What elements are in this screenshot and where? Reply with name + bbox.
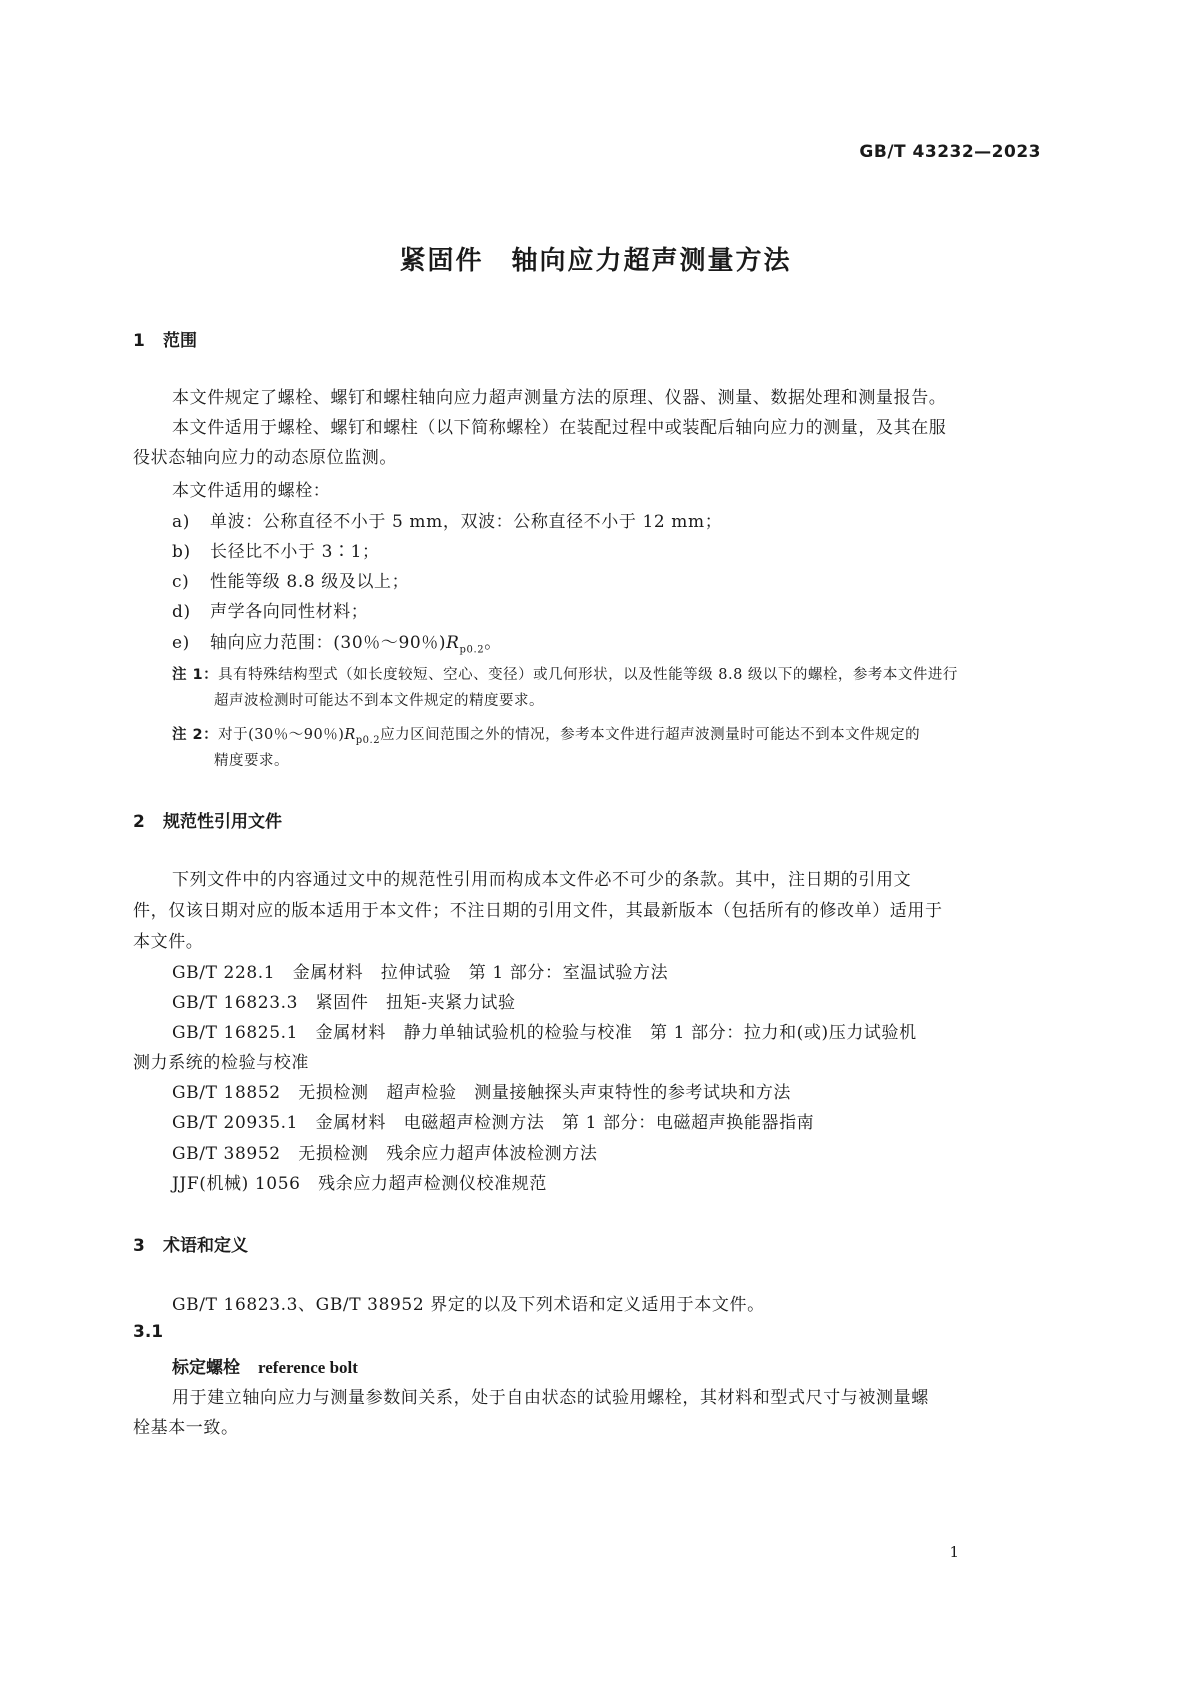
stress-subscript: p0.2 — [459, 644, 485, 656]
reference-item-continued: 测力系统的检验与校准 — [133, 1053, 309, 1073]
stress-symbol: R — [344, 727, 356, 743]
list-text: 性能等级 8.8 级及以上； — [210, 572, 410, 592]
term-chinese: 标定螺栓 — [172, 1358, 240, 1378]
section-number: 3 — [133, 1236, 145, 1256]
note-2-line2: 精度要求。 — [214, 753, 289, 769]
list-text: 声学各向同性材料； — [210, 602, 369, 622]
note-text: 对于(30％～90％) — [218, 727, 345, 743]
section-number: 2 — [133, 812, 145, 832]
definition-line: 用于建立轴向应力与测量参数间关系，处于自由状态的试验用螺栓，其材料和型式尺寸与被测量螺 — [172, 1388, 929, 1408]
term-english: reference bolt — [258, 1358, 358, 1377]
section-heading-terms — [133, 1231, 248, 1256]
note-text: 具有特殊结构型式（如长度较短、空心、变径）或几何形状，以及性能等级 8.8 级以下的螺栓，参考本文件进行 — [218, 667, 958, 683]
paragraph-line: 本文件适用于螺栓、螺钉和螺柱（以下简称螺栓）在装配过程中或装配后轴向应力的测量，及其在服 — [172, 418, 947, 438]
page-number: 1 — [949, 1543, 959, 1561]
list-item — [172, 507, 722, 532]
reference-item: GB/T 16823.3 紧固件 扭矩-夹紧力试验 — [172, 993, 516, 1013]
section-heading-scope — [133, 326, 197, 351]
note-label: 注 2： — [172, 727, 219, 743]
list-item — [172, 628, 502, 655]
note-1 — [172, 663, 958, 684]
list-text: 单波：公称直径不小于 5 mm，双波：公称直径不小于 12 mm； — [210, 512, 723, 532]
list-text: 轴向应力范围：(30％～90％) — [210, 633, 447, 653]
list-text: 长径比不小于 3∶1； — [210, 542, 380, 562]
stress-subscript: p0.2 — [355, 734, 381, 746]
standard-number: GB/T 43232—2023 — [859, 142, 1041, 162]
section-title: 术语和定义 — [163, 1236, 248, 1256]
note-1-line2: 超声波检测时可能达不到本文件规定的精度要求。 — [214, 693, 544, 709]
reference-item: GB/T 228.1 金属材料 拉伸试验 第 1 部分：室温试验方法 — [172, 963, 669, 983]
paragraph-line: 役状态轴向应力的动态原位监测。 — [133, 448, 397, 468]
paragraph: 本文件适用的螺栓： — [172, 481, 331, 501]
reference-item: GB/T 18852 无损检测 超声检验 测量接触探头声束特性的参考试块和方法 — [172, 1083, 792, 1103]
reference-item: GB/T 20935.1 金属材料 电磁超声检测方法 第 1 部分：电磁超声换能器指南 — [172, 1113, 815, 1133]
term-entry — [172, 1353, 358, 1378]
list-item — [172, 537, 380, 562]
note-2 — [172, 723, 920, 746]
list-label: a) — [172, 512, 190, 532]
definition-line: 栓基本一致。 — [133, 1418, 239, 1438]
note-text: 应力区间范围之外的情况，参考本文件进行超声波测量时可能达不到本文件规定的 — [380, 727, 921, 743]
paragraph: 本文件规定了螺栓、螺钉和螺柱轴向应力超声测量方法的原理、仪器、测量、数据处理和测量报告。 — [172, 388, 947, 408]
section-heading-normative-references — [133, 807, 282, 832]
list-item — [172, 567, 409, 592]
paragraph-line: 下列文件中的内容通过文中的规范性引用而构成本文件必不可少的条款。其中，注日期的引用文 — [172, 870, 912, 890]
section-title: 规范性引用文件 — [163, 812, 282, 832]
list-label: c) — [172, 572, 190, 592]
paragraph-line: 件，仅该日期对应的版本适用于本文件；不注日期的引用文件，其最新版本（包括所有的修改单）适用于 — [133, 901, 943, 921]
paragraph: GB/T 16823.3、GB/T 38952 界定的以及下列术语和定义适用于本文件。 — [172, 1295, 765, 1315]
section-number: 1 — [133, 331, 145, 351]
note-label: 注 1： — [172, 667, 219, 683]
section-title: 范围 — [163, 331, 197, 351]
list-label: d) — [172, 602, 191, 622]
list-label: b) — [172, 542, 191, 562]
document-title: 紧固件 轴向应力超声测量方法 — [399, 246, 792, 276]
reference-item: GB/T 38952 无损检测 残余应力超声体波检测方法 — [172, 1144, 598, 1164]
list-tail: 。 — [484, 633, 502, 653]
reference-item: JJF(机械) 1056 残余应力超声检测仪校准规范 — [172, 1174, 547, 1194]
list-item — [172, 597, 368, 622]
term-number: 3.1 — [133, 1322, 164, 1342]
stress-symbol: R — [446, 633, 460, 653]
list-label: e) — [172, 633, 190, 653]
paragraph-line: 本文件。 — [133, 932, 204, 952]
reference-item: GB/T 16825.1 金属材料 静力单轴试验机的检验与校准 第 1 部分：拉力和(或)压力试验机 — [172, 1023, 917, 1043]
